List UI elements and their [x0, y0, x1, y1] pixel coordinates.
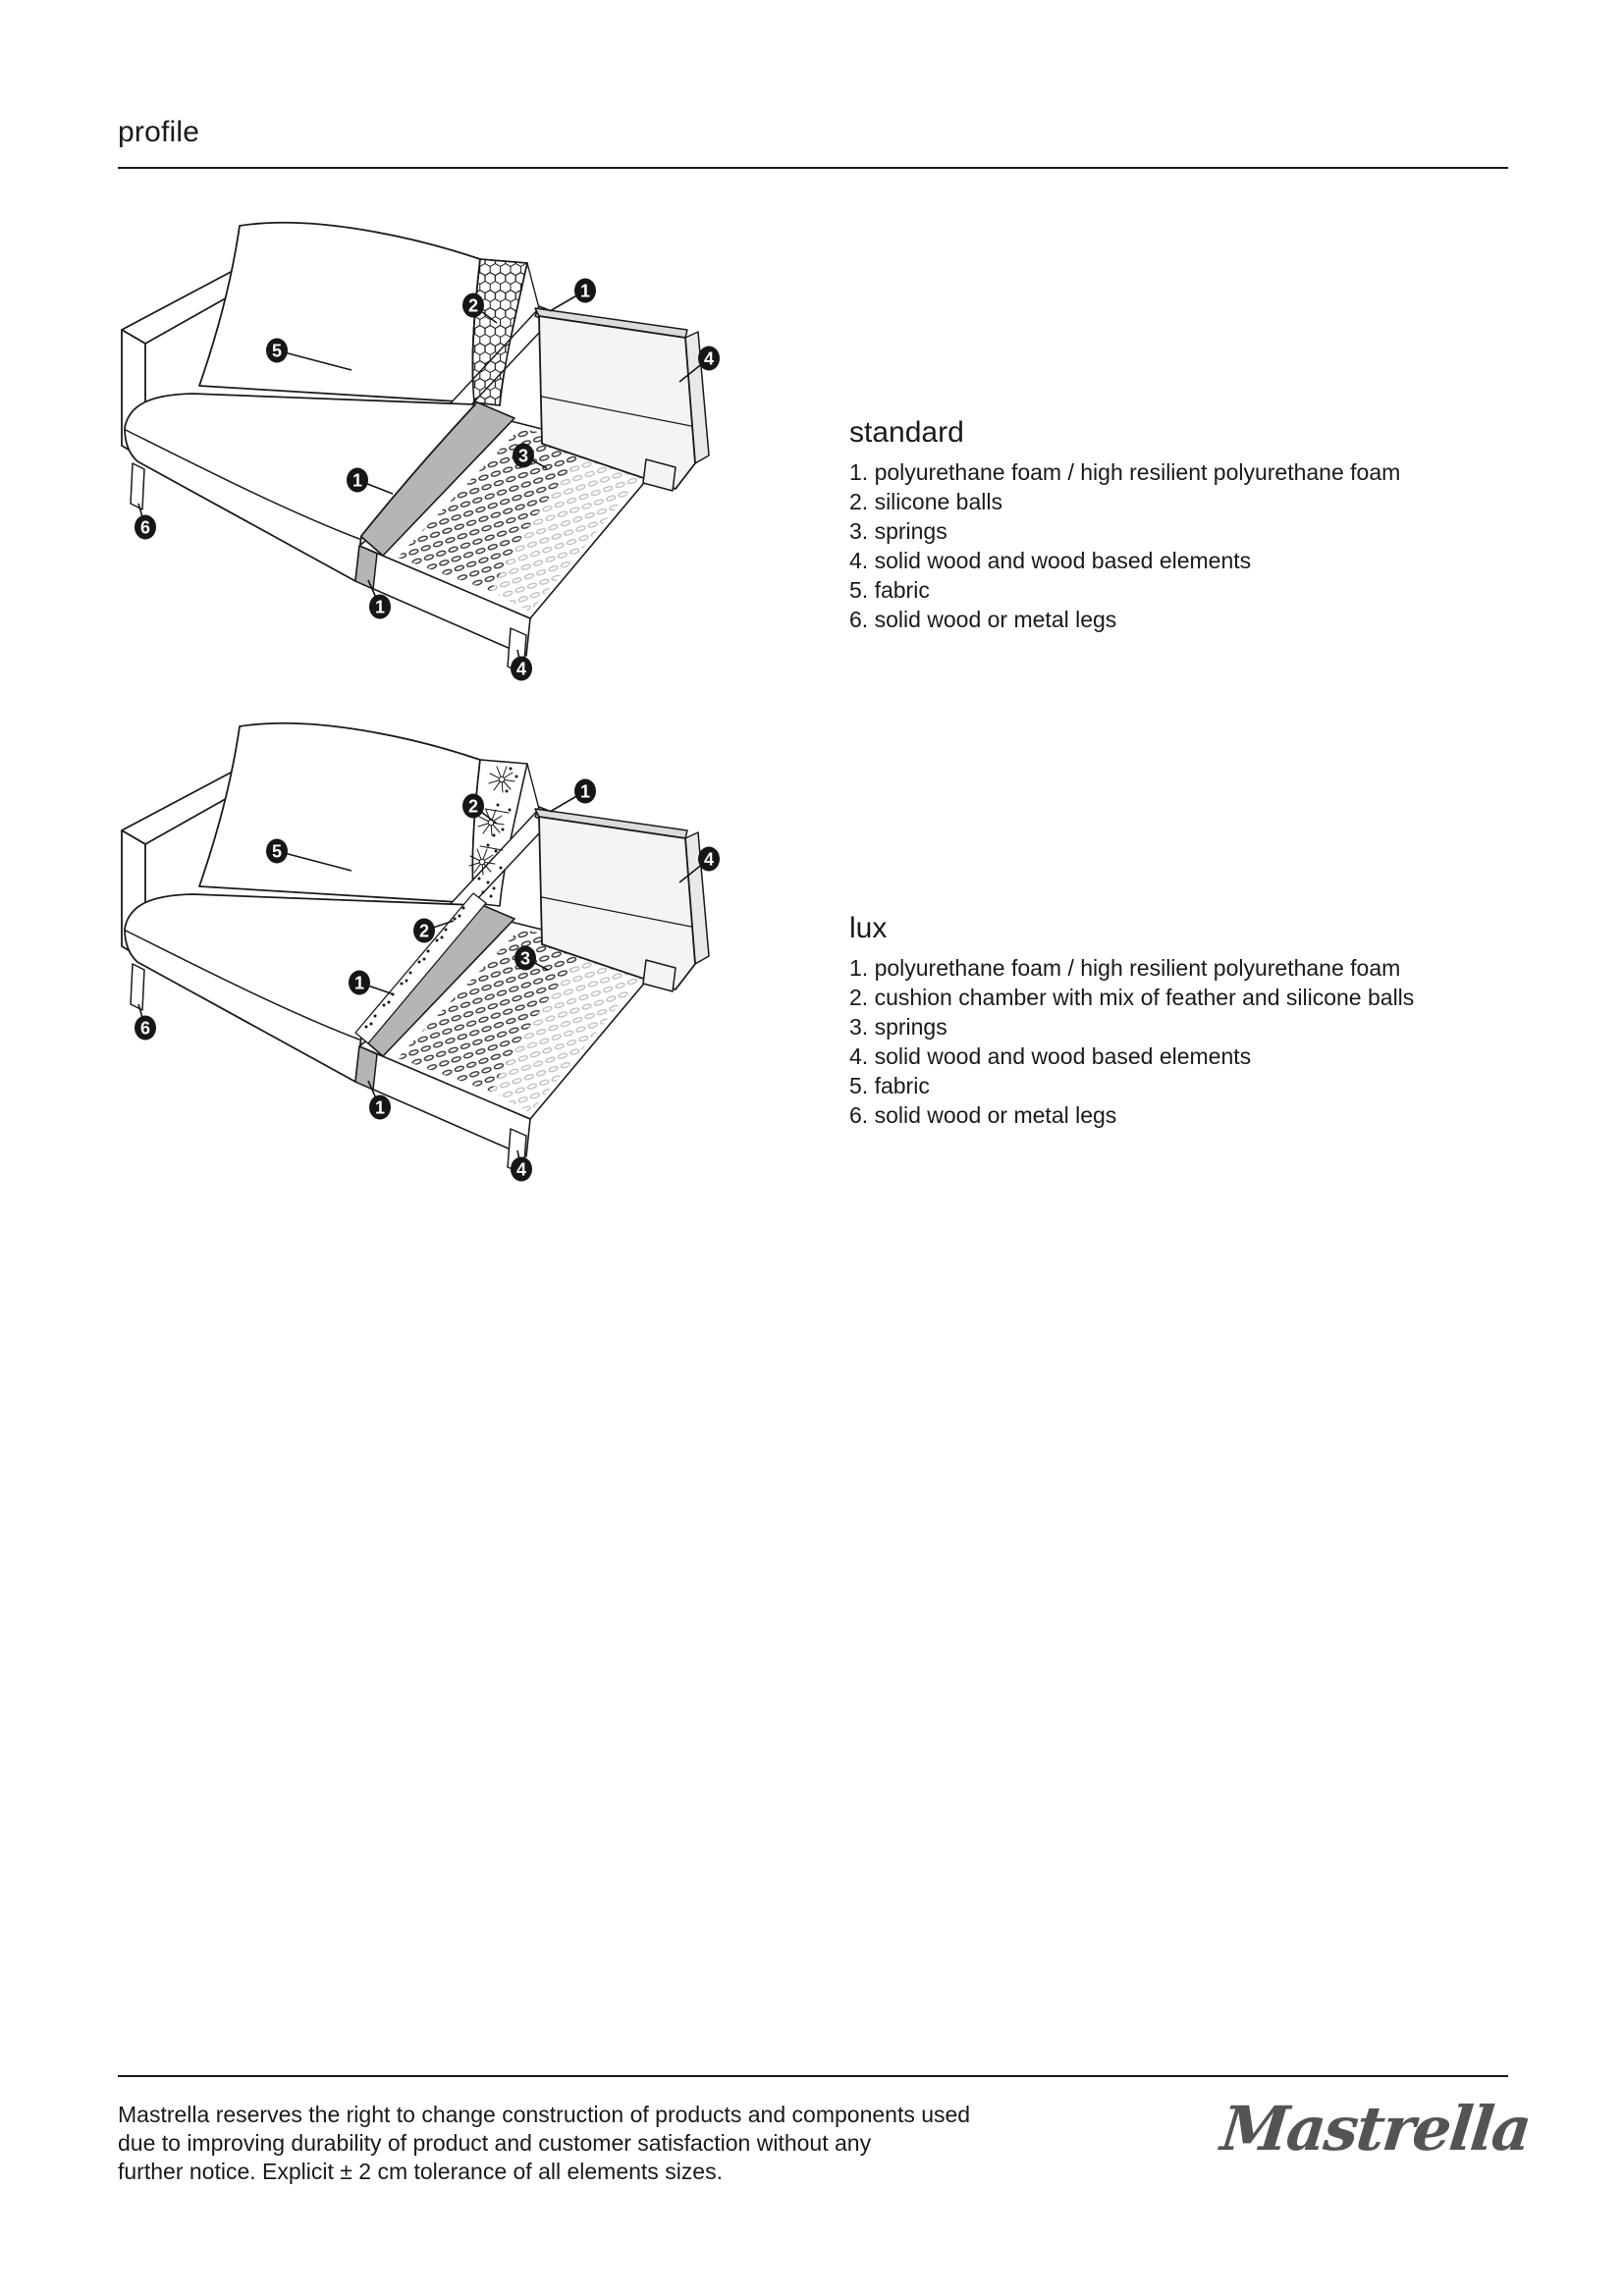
svg-text:4: 4 — [703, 348, 715, 369]
svg-text:4: 4 — [703, 849, 715, 870]
legend-item: 2. cushion chamber with mix of feather and silicone balls — [849, 985, 1415, 1010]
disclaimer-line: further notice. Explicit ± 2 cm tolerance of all elements sizes. — [118, 2159, 723, 2184]
legend-item: 5. fabric — [849, 1073, 930, 1098]
svg-text:1: 1 — [579, 281, 591, 301]
legend-item: 6. solid wood or metal legs — [849, 607, 1117, 632]
lux-sofa-diagram — [93, 682, 751, 1193]
svg-text:1: 1 — [579, 781, 591, 802]
callout-1 — [550, 779, 596, 813]
legend-item: 4. solid wood and wood based elements — [849, 548, 1252, 573]
header-rule — [118, 167, 1508, 169]
callout-1 — [550, 279, 596, 312]
sofa-illustration — [122, 223, 709, 673]
svg-text:3: 3 — [519, 948, 531, 969]
callout-6 — [135, 1004, 156, 1041]
standard-sofa-diagram — [93, 182, 751, 692]
footer-rule — [118, 2075, 1508, 2077]
legend-item: 4. solid wood and wood based elements — [849, 1043, 1252, 1069]
lux-legend — [849, 912, 1438, 1130]
legend-item: 5. fabric — [849, 577, 930, 603]
callout-6 — [135, 504, 156, 540]
legend-item: 1. polyurethane foam / high resilient polyurethane foam — [849, 459, 1401, 485]
mastrella-logo: Mastrella — [1218, 2093, 1534, 2164]
svg-text:2: 2 — [467, 796, 479, 817]
disclaimer-line: due to improving durability of product and customer satisfaction without any — [118, 2130, 872, 2156]
disclaimer — [118, 2101, 1001, 2186]
svg-text:1: 1 — [352, 470, 363, 491]
svg-text:5: 5 — [271, 841, 283, 862]
disclaimer-line: Mastrella reserves the right to change construction of products and components used — [118, 2102, 971, 2127]
svg-text:1: 1 — [374, 597, 386, 617]
legend-item: 6. solid wood or metal legs — [849, 1102, 1117, 1128]
svg-text:2: 2 — [467, 295, 479, 316]
legend-item: 3. springs — [849, 518, 947, 544]
svg-text:5: 5 — [271, 341, 283, 361]
page-title: profile — [118, 116, 200, 148]
legend-item: 1. polyurethane foam / high resilient polyurethane foam — [849, 955, 1401, 981]
sofa-illustration — [122, 723, 709, 1174]
svg-text:3: 3 — [517, 446, 529, 466]
svg-text:1: 1 — [374, 1097, 386, 1118]
standard-legend-title: standard — [849, 416, 964, 449]
svg-text:6: 6 — [139, 1018, 151, 1039]
svg-text:4: 4 — [515, 659, 527, 679]
svg-text:1: 1 — [353, 973, 365, 993]
svg-text:6: 6 — [139, 517, 151, 538]
svg-text:2: 2 — [418, 921, 430, 941]
svg-text:4: 4 — [515, 1159, 527, 1180]
legend-item: 3. springs — [849, 1014, 947, 1040]
standard-legend — [849, 416, 1438, 634]
legend-item: 2. silicone balls — [849, 489, 1002, 514]
lux-legend-title: lux — [849, 912, 888, 944]
